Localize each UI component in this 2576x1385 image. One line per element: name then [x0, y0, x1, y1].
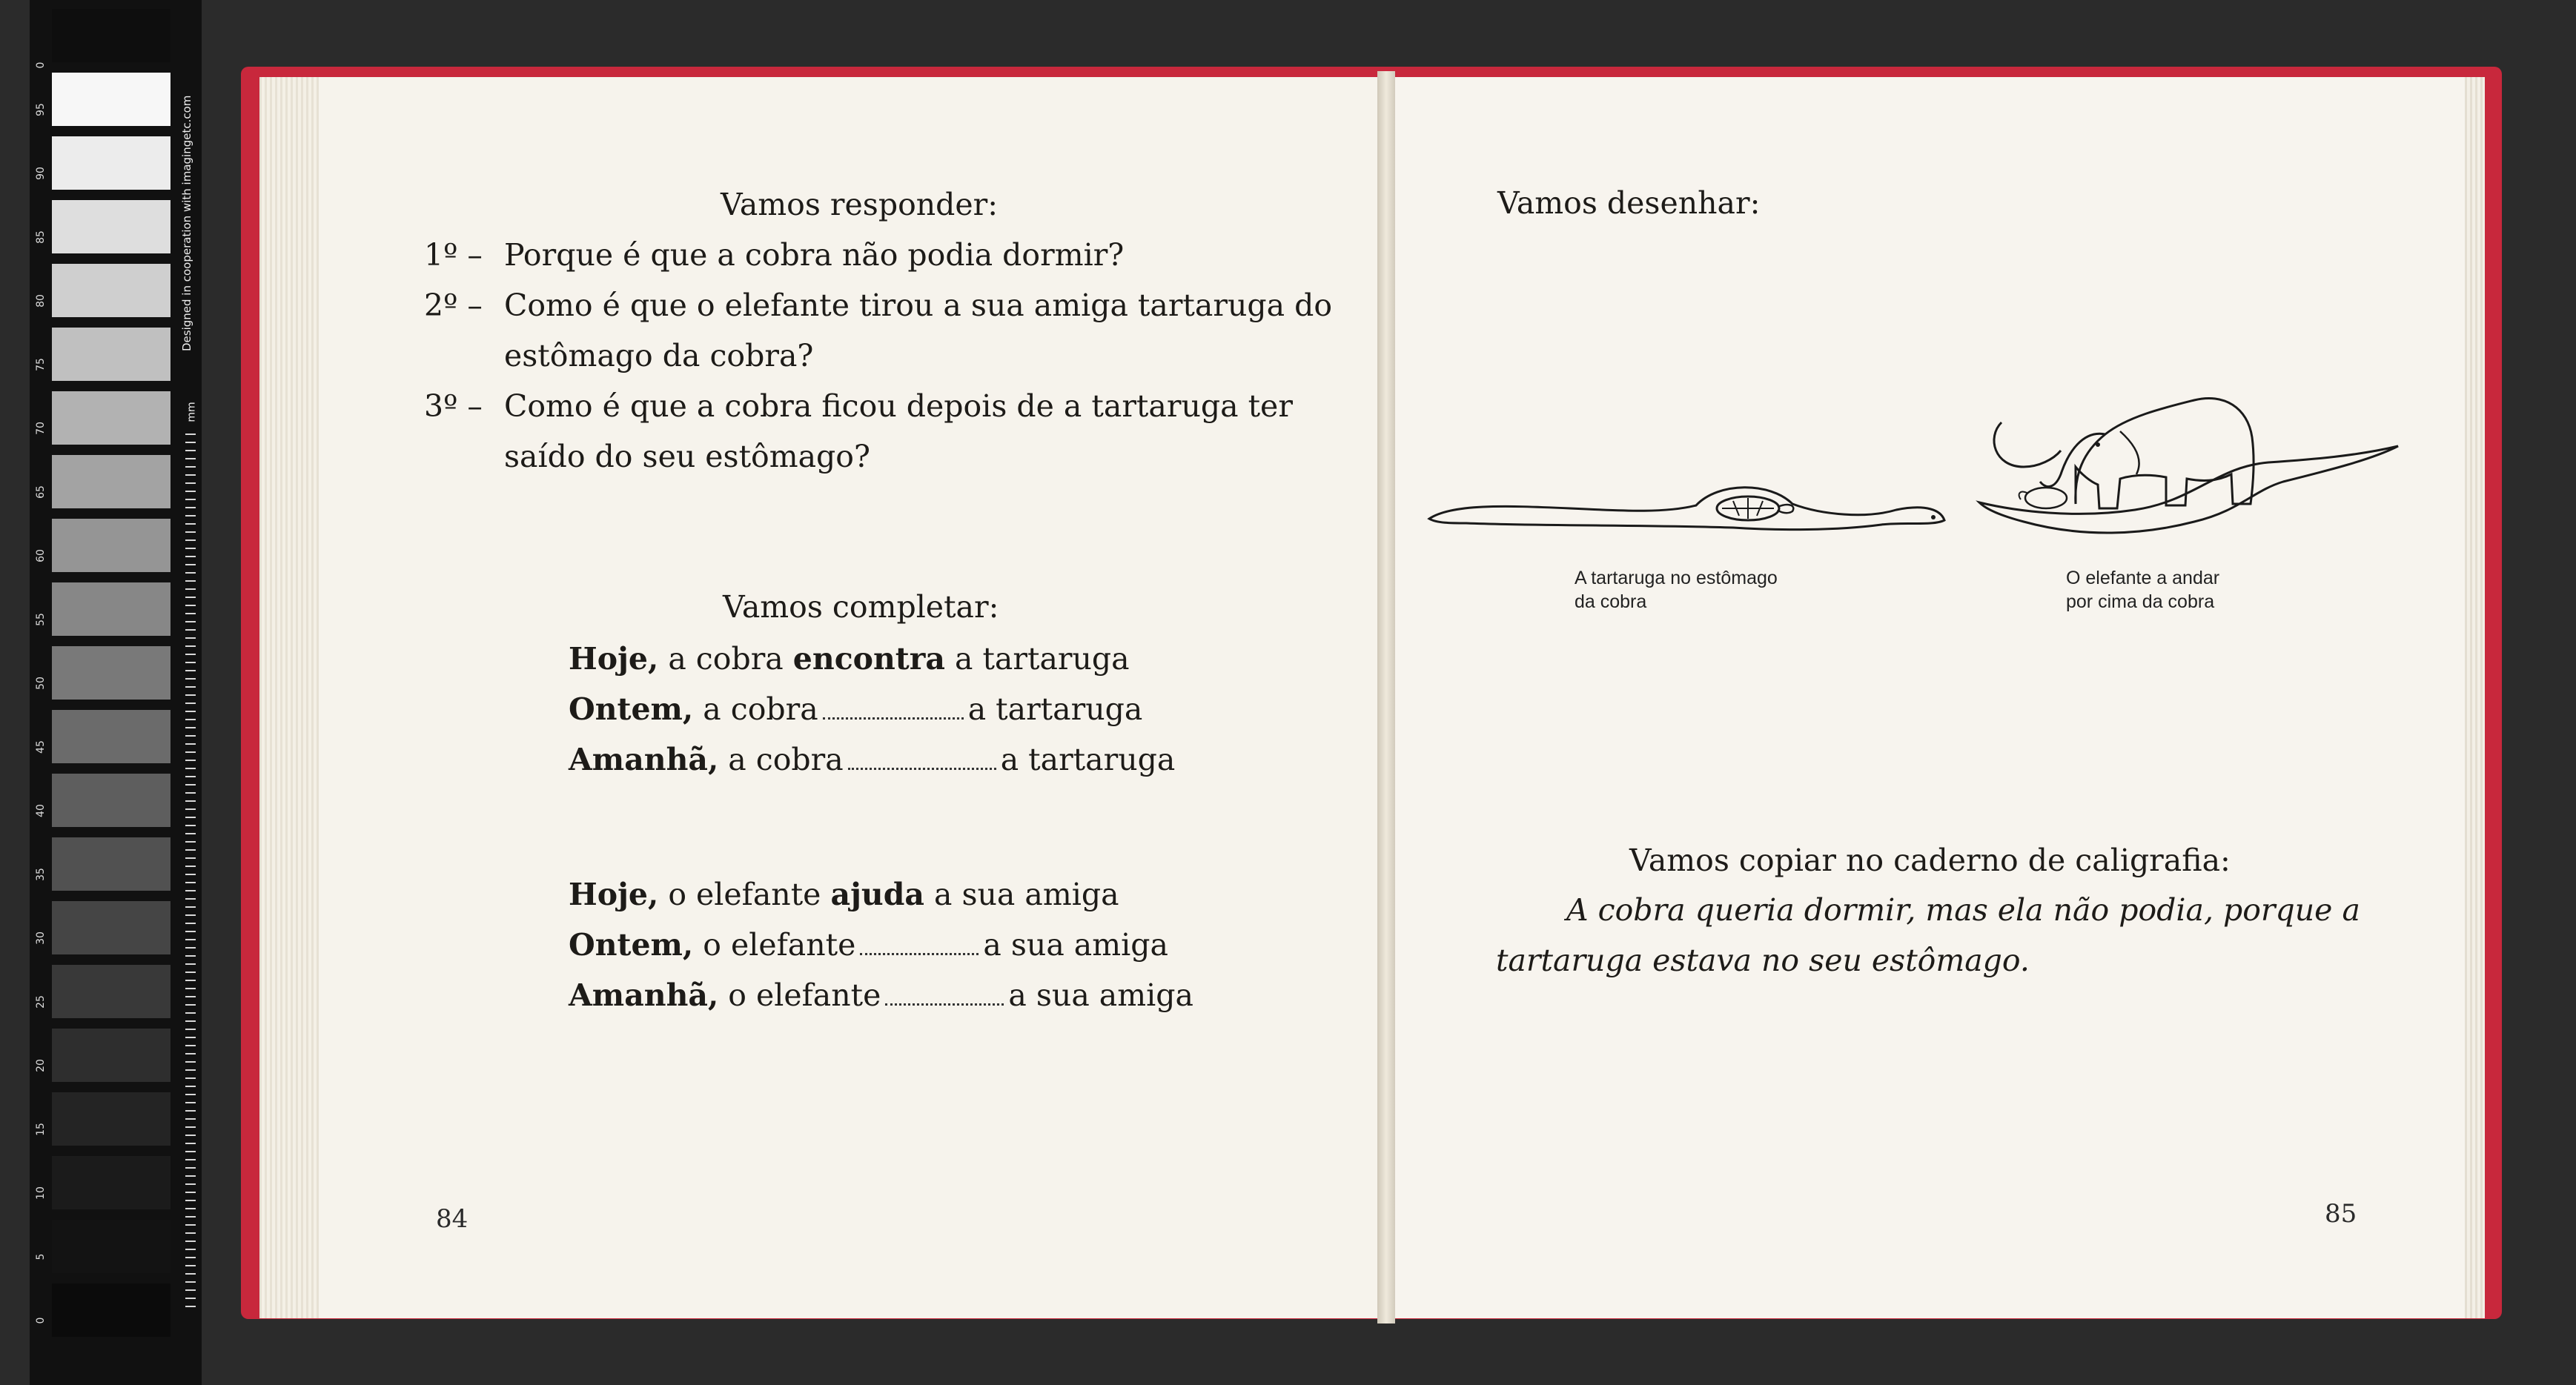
- heading-vamos-copiar: Vamos copiar no caderno de caligrafia:: [1629, 843, 2231, 878]
- gray-patch: [52, 1220, 170, 1273]
- gray-patch: [52, 9, 170, 62]
- strip-number: 40: [35, 804, 47, 817]
- gray-patch: [52, 774, 170, 827]
- completion-line: Hoje, o elefante ajuda a sua amiga: [569, 877, 1119, 912]
- gray-patch: [52, 73, 170, 126]
- question-number: 1º –: [424, 237, 483, 273]
- gray-patch: [52, 200, 170, 253]
- strip-number: 30: [35, 931, 47, 945]
- question-text: Como é que o elefante tirou a sua amiga tartaruga do: [504, 288, 1333, 323]
- gray-patch: [52, 391, 170, 445]
- caption-turtle-in-stomach: A tartaruga no estômago da cobra: [1575, 568, 1778, 612]
- book-gutter: [1377, 71, 1395, 1323]
- strip-number: 20: [35, 1059, 47, 1072]
- strip-number: 65: [35, 485, 47, 499]
- gray-patch: [52, 328, 170, 381]
- completion-line: Hoje, a cobra encontra a tartaruga: [569, 641, 1130, 677]
- strip-credit: Designed in cooperation with imagingetc.com: [180, 95, 193, 351]
- gray-patch: [52, 136, 170, 190]
- strip-number: 85: [35, 230, 47, 244]
- gray-patch: [52, 901, 170, 954]
- strip-number: 50: [35, 677, 47, 690]
- strip-number: 90: [35, 167, 47, 180]
- gray-patch: [52, 1156, 170, 1209]
- completion-line: Amanhã, a cobra a tartaruga: [569, 742, 1176, 777]
- question-text: Porque é que a cobra não podia dormir?: [504, 237, 1125, 273]
- gray-patch: [52, 455, 170, 508]
- completion-line: Ontem, a cobra a tartaruga: [569, 691, 1143, 727]
- blank-line[interactable]: [848, 762, 996, 770]
- strip-number: 75: [35, 358, 47, 371]
- gray-patch: [52, 1283, 170, 1337]
- strip-number: 80: [35, 294, 47, 308]
- question-text: Como é que a cobra ficou depois de a tartaruga ter: [504, 388, 1293, 424]
- question-text: saído do seu estômago?: [504, 439, 870, 474]
- snake-turtle-illustration: [1422, 474, 1948, 548]
- strip-number: 70: [35, 422, 47, 435]
- strip-number: 45: [35, 740, 47, 754]
- heading-vamos-desenhar: Vamos desenhar:: [1497, 185, 1761, 221]
- strip-number: 95: [35, 103, 47, 116]
- blank-line[interactable]: [885, 997, 1004, 1006]
- gray-patch: [52, 519, 170, 572]
- gray-patch: [52, 965, 170, 1018]
- question-number: 3º –: [424, 388, 483, 424]
- gray-patch: [52, 646, 170, 700]
- question-number: 2º –: [424, 288, 483, 323]
- blank-line[interactable]: [860, 947, 979, 955]
- strip-number: 15: [35, 1123, 47, 1136]
- page-number: 84: [436, 1204, 468, 1234]
- strip-number: 25: [35, 995, 47, 1009]
- question-text: estômago da cobra?: [504, 338, 814, 373]
- mm-ruler: [185, 434, 196, 1312]
- gray-patch: [52, 710, 170, 763]
- ruler-unit-label: mm: [185, 402, 198, 422]
- right-page: [1388, 77, 2485, 1318]
- blank-line[interactable]: [823, 711, 964, 720]
- strip-number: 10: [35, 1186, 47, 1200]
- right-page-edges: [2465, 77, 2485, 1318]
- strip-number: 60: [35, 549, 47, 562]
- copy-sentence-line1: A cobra queria dormir, mas ela não podia, porque a: [1566, 892, 2360, 928]
- left-page-edges: [259, 77, 319, 1318]
- color-calibration-strip: [30, 0, 202, 1385]
- gray-patch: [52, 837, 170, 891]
- gray-patch: [52, 582, 170, 636]
- caption-elephant-on-snake: O elefante a andar por cima da cobra: [2066, 568, 2220, 612]
- strip-number: 35: [35, 868, 47, 881]
- strip-number: 0: [35, 1317, 47, 1324]
- copy-sentence-line2: tartaruga estava no seu estômago.: [1496, 943, 2030, 978]
- strip-number: 55: [35, 613, 47, 626]
- elephant-snake-illustration: [1972, 363, 2402, 548]
- strip-number: 5: [35, 1253, 47, 1261]
- strip-number: 0: [35, 62, 47, 69]
- gray-patch: [52, 1029, 170, 1082]
- heading-vamos-completar: Vamos completar:: [723, 589, 999, 625]
- page-number: 85: [2325, 1199, 2357, 1229]
- completion-line: Amanhã, o elefante a sua amiga: [569, 977, 1193, 1013]
- gray-patch: [52, 1092, 170, 1146]
- heading-vamos-responder: Vamos responder:: [721, 187, 999, 222]
- gray-patch: [52, 264, 170, 317]
- completion-line: Ontem, o elefante a sua amiga: [569, 927, 1168, 963]
